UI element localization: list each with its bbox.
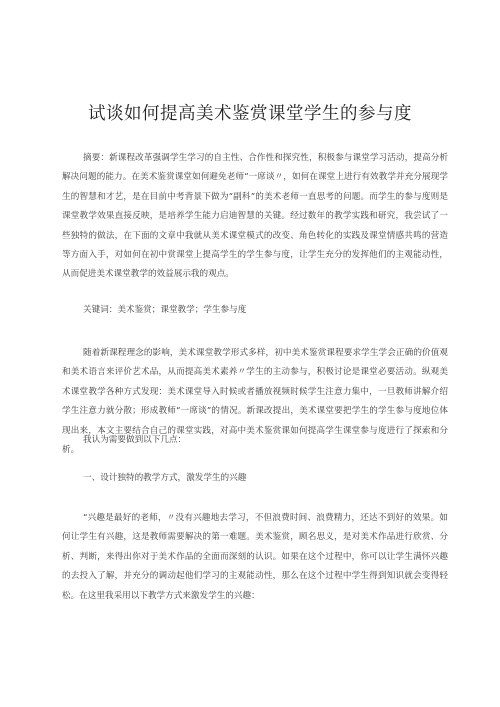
keywords-line: 关键词：美术鉴赏；课堂教学；学生参与度 (83, 305, 247, 315)
points-intro-line: 我认为需要做到以下几点： (83, 435, 187, 445)
abstract-paragraph: 摘要：新课程改革强调学生学习的自主性、合作性和探究性，积极参与课堂学习活动，提高分析解决问题的能力。在美术鉴赏课堂如何避免老师“一席谈〃，如何在课堂上进行有效教学并充分展现学生的智慧和才艺，是在目前中考背景下做为“副科”的美术老师一直思考的问题。而学生的参与度则是课堂教学效果直接反映，是培养学生能力启迪智慧的关键。经过数年的教学实践和研究，我尝试了一些独特的做法，在下面的文章中我就从美术课堂模式的改变、角色转化的实践及课堂情感共鸣的营造等方面入手，对如何在初中赏课堂上提高学生的学生参与度，让学生充分的发挥他们的主观能动性，从而促进美术课堂教学的效益展示我的观点。 (62, 153, 448, 280)
section-paragraph: “兴趣是最好的老师，〃没有兴趣地去学习，不但浪费时间、浪费精力，还达不到好的效果。如何让学生有兴趣，这是教师需要解决的第一难题。美术鉴赏，顾名思义，是对美术作品进行欣赏、分析、判断，来得出你对于美术作品的全面而深刻的认识。如果在这个过程中，你可以让学生满怀兴趣的去投入了解，并充分的调动起他们学习的主观能动性，那么在这个过程中学生得到知识就会变得轻松。在这里我采用以下教学方式来激发学生的兴趣： (62, 513, 448, 601)
document-title: 试谈如何提高美术鉴赏课堂学生的参与度 (88, 103, 412, 124)
intro-paragraph: 随着新课程理念的影响，美术课堂教学形式多样，初中美术鉴赏课程要求学生学会正确的价值观和美术语言来评价艺术品，从而提高美术素养〃学生的主动参与，积极讨论是课堂必要活动。纵观美术课堂教学各种方式发现：美术课堂导入时候或者播放视频时候学生注意力集中，一旦教师讲解介绍学生注意力就分散；形成教师“一席谈”的情况。新课改提出，美术课堂要把学生的学生参与度地位体现出来，本文主要结合自己的课堂实践，对高中美术鉴赏课如何提高学生课堂参与度进行了探索和分析。 (62, 348, 448, 456)
section-heading: 一、设计独特的教学方式，激发学生的兴趣 (83, 473, 247, 483)
